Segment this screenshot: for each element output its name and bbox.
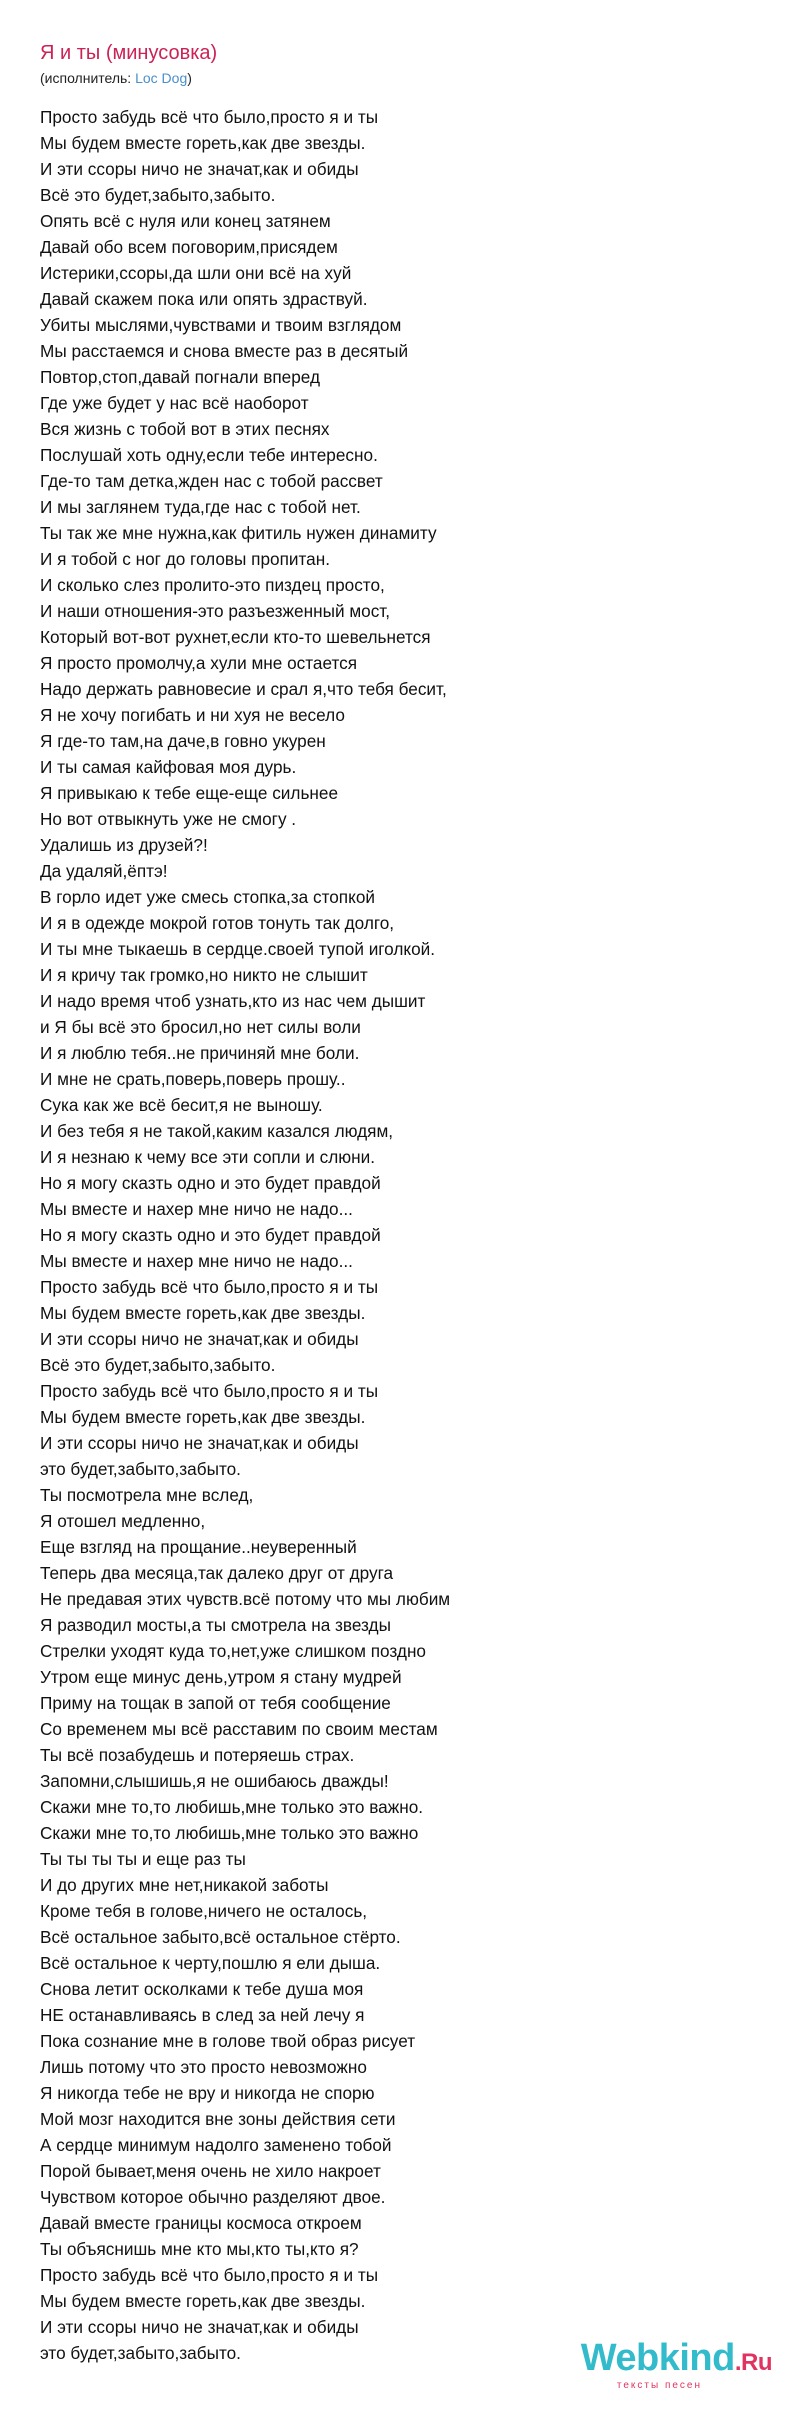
lyric-line: Кроме тебя в голове,ничего не осталось, — [40, 1901, 368, 1921]
logo-name: Webkind — [580, 2337, 735, 2379]
lyric-line: И я в одежде мокрой готов тонуть так долго, — [40, 913, 395, 933]
lyric-line: Я где-то там,на даче,в говно укурен — [40, 731, 326, 751]
lyric-line: Просто забудь всё что было,просто я и ты — [40, 1381, 379, 1401]
lyric-line: И эти ссоры ничо не значат,как и обиды — [40, 1329, 359, 1349]
lyric-line: Теперь два месяца,так далеко друг от друга — [40, 1563, 394, 1583]
lyric-line: Вся жизнь с тобой вот в этих песнях — [40, 419, 330, 439]
lyric-line: И мы заглянем туда,где нас с тобой нет. — [40, 497, 361, 517]
lyric-line: это будет,забыто,забыто. — [40, 1459, 241, 1479]
artist-link[interactable]: Loc Dog — [135, 70, 188, 86]
byline-prefix: (исполнитель: — [40, 70, 136, 86]
lyric-line: Ты объяснишь мне кто мы,кто ты,кто я? — [40, 2239, 359, 2259]
lyric-line: И эти ссоры ничо не значат,как и обиды — [40, 159, 359, 179]
lyric-line: Мы будем вместе гореть,как две звезды. — [40, 1303, 366, 1323]
lyric-line: НЕ останавливаясь в след за ней лечу я — [40, 2005, 365, 2025]
lyric-line: Скажи мне то,то любишь,мне только это важно — [40, 1823, 419, 1843]
lyric-line: Я привыкаю к тебе еще-еще сильнее — [40, 783, 339, 803]
lyric-line: Ты посмотрела мне вслед, — [40, 1485, 254, 1505]
lyric-line: Повтор,стоп,давай погнали вперед — [40, 367, 320, 387]
lyric-line: Сука как же всё бесит,я не выношу. — [40, 1095, 323, 1115]
lyric-line: Порой бывает,меня очень не хило накроет — [40, 2161, 381, 2181]
lyric-line: Ты всё позабудешь и потеряешь страх. — [40, 1745, 355, 1765]
lyric-line: Скажи мне то,то любишь,мне только это важно. — [40, 1797, 424, 1817]
lyric-line: Ты ты ты ты и еще раз ты — [40, 1849, 246, 1869]
artist-byline — [40, 68, 780, 88]
lyric-line: Чувством которое обычно разделяют двое. — [40, 2187, 386, 2207]
lyric-line: Просто забудь всё что было,просто я и ты — [40, 2265, 379, 2285]
lyric-line: Где-то там детка,жден нас с тобой рассвет — [40, 471, 383, 491]
lyric-line: И ты самая кайфовая моя дурь. — [40, 757, 297, 777]
lyric-line: А сердце минимум надолго заменено тобой — [40, 2135, 392, 2155]
lyric-line: Я никогда тебе не вру и никогда не спорю — [40, 2083, 375, 2103]
lyric-line: Мы будем вместе гореть,как две звезды. — [40, 133, 366, 153]
lyric-line: Всё это будет,забыто,забыто. — [40, 1355, 276, 1375]
byline-suffix: ) — [187, 70, 192, 86]
lyric-line: Но вот отвыкнуть уже не смогу . — [40, 809, 297, 829]
lyric-line: И я незнаю к чему все эти сопли и слюни. — [40, 1147, 375, 1167]
lyric-line: Лишь потому что это просто невозможно — [40, 2057, 367, 2077]
lyric-line: Я отошел медленно, — [40, 1511, 206, 1531]
lyric-line: Убиты мыслями,чувствами и твоим взглядом — [40, 315, 402, 335]
lyric-line: Опять всё с нуля или конец затянем — [40, 211, 331, 231]
lyrics-body — [40, 104, 780, 2366]
lyric-line: Давай скажем пока или опять здраствуй. — [40, 289, 368, 309]
lyric-line: И я люблю тебя..не причиняй мне боли. — [40, 1043, 360, 1063]
site-logo[interactable] — [581, 2339, 772, 2392]
logo-wordmark — [581, 2339, 772, 2382]
lyric-line: Давай обо всем поговорим,присядем — [40, 237, 338, 257]
lyric-line: Всё это будет,забыто,забыто. — [40, 185, 276, 205]
page-content — [40, 40, 780, 2366]
lyric-line: И ты мне тыкаешь в сердце.своей тупой иголкой. — [40, 939, 436, 959]
lyric-line: В горло идет уже смесь стопка,за стопкой — [40, 887, 375, 907]
lyric-line: Мы будем вместе гореть,как две звезды. — [40, 1407, 366, 1427]
lyric-line: Стрелки уходят куда то,нет,уже слишком поздно — [40, 1641, 426, 1661]
logo-suffix: .Ru — [734, 2349, 772, 2376]
lyric-line: Всё остальное забыто,всё остальное стёрто. — [40, 1927, 401, 1947]
lyric-line: Не предавая этих чувств.всё потому что мы любим — [40, 1589, 451, 1609]
lyric-line: Утром еще минус день,утром я стану мудрей — [40, 1667, 402, 1687]
lyric-line: Ты так же мне нужна,как фитиль нужен динамиту — [40, 523, 437, 543]
lyric-line: Приму на тощак в запой от тебя сообщение — [40, 1693, 391, 1713]
lyric-line: Который вот-вот рухнет,если кто-то шевельнется — [40, 627, 431, 647]
lyric-line: Мы вместе и нахер мне ничо не надо... — [40, 1251, 353, 1271]
lyric-line: Но я могу сказть одно и это будет правдой — [40, 1173, 381, 1193]
lyric-line: И эти ссоры ничо не значат,как и обиды — [40, 1433, 359, 1453]
lyric-line: И надо время чтоб узнать,кто из нас чем дышит — [40, 991, 426, 1011]
song-title: Я и ты (минусовка) — [40, 42, 218, 64]
lyric-line: Да удаляй,ёптэ! — [40, 861, 168, 881]
lyric-line: Я не хочу погибать и ни хуя не весело — [40, 705, 345, 725]
lyric-line: и Я бы всё это бросил,но нет силы воли — [40, 1017, 361, 1037]
lyric-line: Мы вместе и нахер мне ничо не надо... — [40, 1199, 353, 1219]
lyric-line: И без тебя я не такой,каким казался людям, — [40, 1121, 394, 1141]
lyric-line: Истерики,ссоры,да шли они всё на хуй — [40, 263, 352, 283]
lyric-line: Мы расстаемся и снова вместе раз в десятый — [40, 341, 409, 361]
lyric-line: это будет,забыто,забыто. — [40, 2343, 241, 2363]
lyric-line: И мне не срать,поверь,поверь прошу.. — [40, 1069, 346, 1089]
lyric-line: Просто забудь всё что было,просто я и ты — [40, 107, 379, 127]
lyric-line: Просто забудь всё что было,просто я и ты — [40, 1277, 379, 1297]
lyric-line: И я тобой с ног до головы пропитан. — [40, 549, 331, 569]
lyric-line: Всё остальное к черту,пошлю я ели дыша. — [40, 1953, 381, 1973]
lyric-line: И сколько слез пролито-это пиздец просто, — [40, 575, 385, 595]
lyric-line: Запомни,слышишь,я не ошибаюсь дважды! — [40, 1771, 389, 1791]
lyric-line: Мы будем вместе гореть,как две звезды. — [40, 2291, 366, 2311]
lyric-line: Со временем мы всё расставим по своим местам — [40, 1719, 438, 1739]
lyric-line: Где уже будет у нас всё наоборот — [40, 393, 309, 413]
lyric-line: Пока сознание мне в голове твой образ рисует — [40, 2031, 416, 2051]
lyric-line: Удалишь из друзей?! — [40, 835, 208, 855]
lyric-line: Послушай хоть одну,если тебе интересно. — [40, 445, 378, 465]
lyric-line: Давай вместе границы космоса откроем — [40, 2213, 362, 2233]
lyric-line: Я просто промолчу,а хули мне остается — [40, 653, 358, 673]
lyric-line: И я кричу так громко,но никто не слышит — [40, 965, 368, 985]
lyric-line: Мой мозг находится вне зоны действия сети — [40, 2109, 396, 2129]
lyric-line: Надо держать равновесие и срал я,что тебя бесит, — [40, 679, 447, 699]
lyric-line: И до других мне нет,никакой заботы — [40, 1875, 329, 1895]
lyric-line: Я разводил мосты,а ты смотрела на звезды — [40, 1615, 391, 1635]
lyric-line: И наши отношения-это разъезженный мост, — [40, 601, 391, 621]
logo-tagline: тексты песен — [616, 2380, 702, 2391]
lyric-line: И эти ссоры ничо не значат,как и обиды — [40, 2317, 359, 2337]
lyric-line: Снова летит осколками к тебе душа моя — [40, 1979, 364, 1999]
lyric-line: Еще взгляд на прощание..неуверенный — [40, 1537, 357, 1557]
lyric-line: Но я могу сказть одно и это будет правдой — [40, 1225, 381, 1245]
